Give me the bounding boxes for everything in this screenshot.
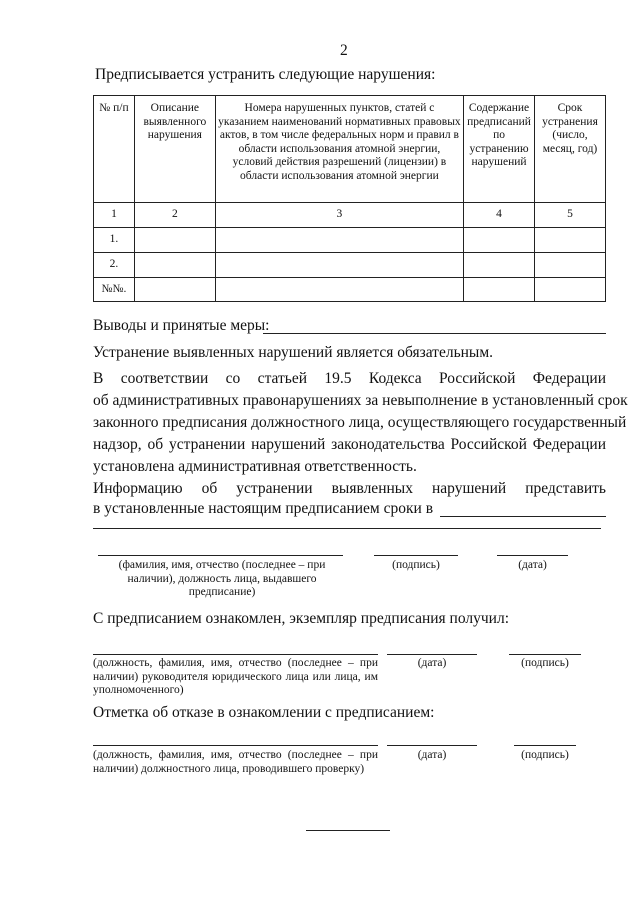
table-cell xyxy=(535,253,606,278)
table-cell: 2. xyxy=(94,253,135,278)
paragraph-line: об административных правонарушениях за невыполнение в установленный срок xyxy=(93,392,628,409)
heading: Предписывается устранить следующие нарушения: xyxy=(95,66,436,83)
table-header: Срок устранения (число, месяц, год) xyxy=(535,96,606,203)
table-cell xyxy=(464,228,535,253)
signature-line xyxy=(374,555,458,556)
name-line xyxy=(98,555,343,556)
info-blank-line-2 xyxy=(93,528,601,529)
paragraph-line: В соответствии со статьей 19.5 Кодекса Российской Федерации xyxy=(93,370,606,387)
mandatory-text: Устранение выявленных нарушений является обязательным. xyxy=(93,344,494,361)
table-cell xyxy=(134,253,215,278)
date-caption: (дата) xyxy=(518,559,547,571)
table-cell xyxy=(464,253,535,278)
table-row xyxy=(94,253,606,278)
acknowledged-label: С предписанием ознакомлен, экземпляр предписания получил: xyxy=(93,610,509,627)
table-cell xyxy=(215,228,463,253)
table-cell xyxy=(134,228,215,253)
conclusions-blank-line xyxy=(263,333,606,334)
date-line xyxy=(387,654,477,655)
date-line xyxy=(497,555,568,556)
table-cell: 1. xyxy=(94,228,135,253)
table-cell xyxy=(215,278,463,302)
paragraph-line: установлена административная ответственность. xyxy=(93,458,417,475)
paragraph-line: надзор, об устранении нарушений законодательства Российской Федерации xyxy=(93,436,606,453)
column-number: 5 xyxy=(535,203,606,228)
table-cell xyxy=(535,228,606,253)
signature-caption: (подпись) xyxy=(521,657,569,669)
signature-line xyxy=(514,745,576,746)
info-line-1: Информацию об устранении выявленных нарушений представить xyxy=(93,480,606,497)
liability-paragraph xyxy=(93,368,628,478)
violations-table xyxy=(93,95,606,302)
date-caption: (дата) xyxy=(417,749,447,761)
column-number: 4 xyxy=(464,203,535,228)
name-line xyxy=(93,654,378,655)
column-number: 2 xyxy=(134,203,215,228)
table-header: Номера нарушенных пунктов, статей с указанием наименований нормативных правовых актов, в том числе федеральных норм и правил в области использования атомной энергии, условий действия разрешений (лицензии) в области использования атомной энергии xyxy=(215,96,463,203)
paragraph-line: законного предписания должностного лица, осуществляющего государственный xyxy=(93,414,627,431)
conclusions-label: Выводы и принятые меры: xyxy=(93,317,270,334)
name-line xyxy=(93,745,378,746)
table-cell xyxy=(535,278,606,302)
table-row xyxy=(94,228,606,253)
table-header: № п/п xyxy=(94,96,135,203)
date-caption: (дата) xyxy=(417,657,447,669)
table-header: Содержание предписаний по устранению нарушений xyxy=(464,96,535,203)
table-row xyxy=(94,278,606,302)
table-cell xyxy=(464,278,535,302)
column-number: 3 xyxy=(215,203,463,228)
signature-caption: (подпись) xyxy=(392,559,440,571)
column-number: 1 xyxy=(94,203,135,228)
refusal-label: Отметка об отказе в ознакомлении с предписанием: xyxy=(93,704,435,721)
name-caption: (должность, фамилия, имя, отчество (последнее – при наличии) руководителя юридического лица или лица, им уполномоченного) xyxy=(93,657,378,696)
column-number-row xyxy=(94,203,606,228)
table-cell xyxy=(134,278,215,302)
signature-line xyxy=(509,654,581,655)
name-caption: (должность, фамилия, имя, отчество (последнее – при наличии) должностного лица, проводившего проверку) xyxy=(93,749,378,775)
table-cell: №№. xyxy=(94,278,135,302)
page-number: 2 xyxy=(340,42,348,59)
end-divider xyxy=(306,830,390,831)
info-line-2: в установленные настоящим предписанием сроки в xyxy=(93,500,434,517)
table-cell xyxy=(215,253,463,278)
name-caption: (фамилия, имя, отчество (последнее – при наличии), должность лица, выдавшего предписание) xyxy=(118,559,326,598)
table-header: Описание выявленного нарушения xyxy=(134,96,215,203)
date-line xyxy=(387,745,477,746)
signature-caption: (подпись) xyxy=(521,749,569,761)
info-blank-line xyxy=(440,516,606,517)
table-header-row xyxy=(94,96,606,203)
